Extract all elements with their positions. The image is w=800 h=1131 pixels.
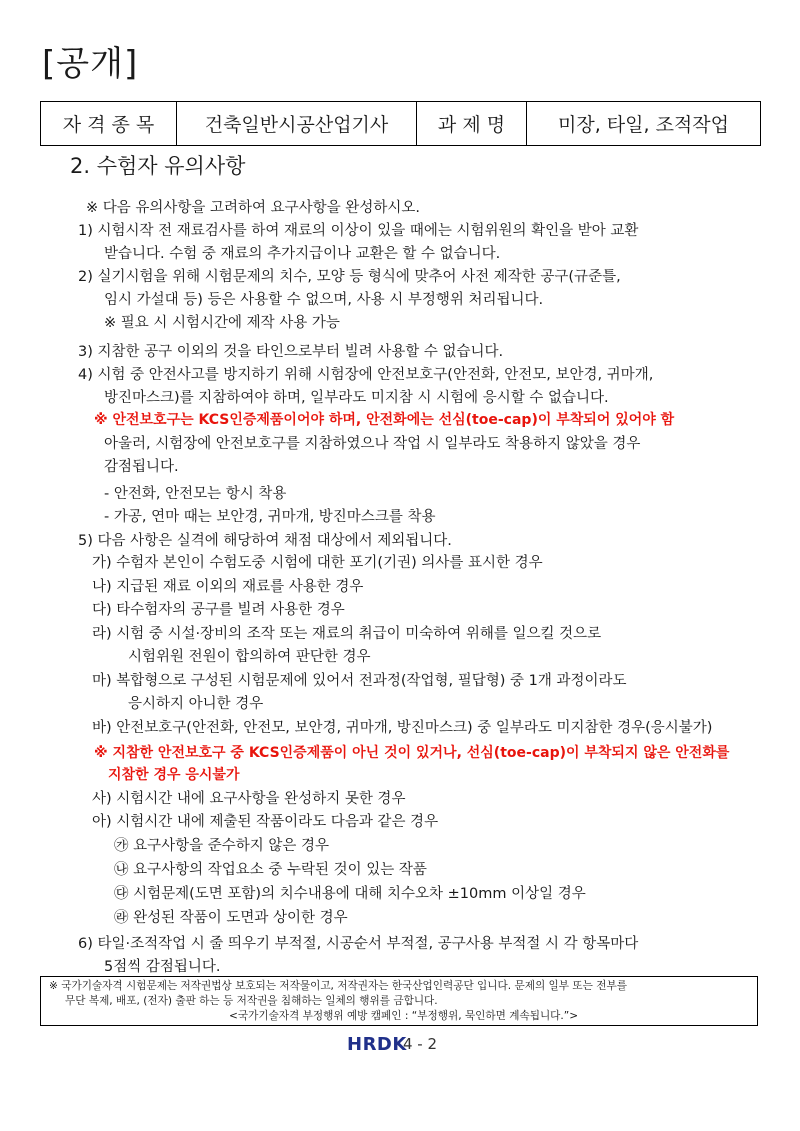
note-line: 지참한 경우 응시불가	[108, 767, 240, 783]
note-line: 나) 지급된 재료 이외의 재료를 사용한 경우	[92, 579, 364, 595]
note-line: 마) 복합형으로 구성된 시험문제에 있어서 전과정(작업형, 필답형) 중 1개 과정이라도	[92, 673, 627, 689]
note-line: - 안전화, 안전모는 항시 착용	[104, 486, 287, 502]
public-badge: [공개]	[42, 44, 139, 84]
task-label: 과 제 명	[417, 102, 527, 146]
note-line: 바) 안전보호구(안전화, 안전모, 보안경, 귀마개, 방진마스크) 중 일부라도 미지참한 경우(응시불가)	[92, 720, 713, 736]
note-line: 가) 수험자 본인이 수험도중 시험에 대한 포기(기권) 의사를 표시한 경우	[92, 555, 543, 571]
note-line: ※ 필요 시 시험시간에 제작 사용 가능	[104, 315, 340, 331]
note-line: 5) 다음 사항은 실격에 해당하여 채점 대상에서 제외됩니다.	[78, 533, 452, 549]
note-line: ※ 안전보호구는 KCS인증제품이어야 하며, 안전화에는 선심(toe-cap)이 부착되어 있어야 함	[94, 412, 675, 428]
note-line: 다) 타수험자의 공구를 빌려 사용한 경우	[92, 602, 345, 618]
note-line: ※ 지참한 안전보호구 중 KCS인증제품이 아닌 것이 있거나, 선심(toe-cap)이 부착되지 않은 안전화를	[94, 745, 730, 761]
copyright-notice	[40, 976, 758, 1026]
note-line: 방진마스크)를 지참하여야 하며, 일부라도 미지참 시 시험에 응시할 수 없습니다.	[104, 390, 609, 406]
note-line: 임시 가설대 등) 등은 사용할 수 없으며, 사용 시 부정행위 처리됩니다.	[104, 292, 544, 308]
note-line: 아울러, 시험장에 안전보호구를 지참하였으나 작업 시 일부라도 착용하지 않았을 경우	[104, 436, 641, 452]
note-line: ㉯ 요구사항의 작업요소 중 누락된 것이 있는 작품	[114, 862, 427, 878]
note-line: 2) 실기시험을 위해 시험문제의 치수, 모양 등 형식에 맞추어 사전 제작한 공구(규준틀,	[78, 269, 621, 285]
hrdk-logo: HRDK	[347, 1034, 407, 1055]
copyright-line-2: 무단 복제, 배포, (전자) 출판 하는 등 저작권을 침해하는 일체의 행위를 금합니다.	[65, 995, 438, 1007]
note-line: - 가공, 연마 때는 보안경, 귀마개, 방진마스크를 착용	[104, 509, 436, 525]
note-line: 시험위원 전원이 합의하여 판단한 경우	[128, 649, 371, 665]
note-line: 5점씩 감점됩니다.	[104, 959, 221, 975]
note-line: 1) 시험시작 전 재료검사를 하여 재료의 이상이 있을 때에는 시험위원의 확인을 받아 교환	[78, 223, 639, 239]
note-line: 아) 시험시간 내에 제출된 작품이라도 다음과 같은 경우	[92, 814, 439, 830]
note-line: 받습니다. 수험 중 재료의 추가지급이나 교환은 할 수 없습니다.	[104, 246, 501, 262]
note-line: 응시하지 아니한 경우	[128, 696, 264, 712]
copyright-line-1: ※ 국가기술자격 시험문제는 저작권법상 보호되는 저작물이고, 저작권자는 한국산업인력공단 입니다. 문제의 일부 또는 전부를	[49, 980, 627, 992]
note-line: ㉮ 요구사항을 준수하지 않은 경우	[114, 838, 330, 854]
page-number: 4 - 2	[403, 1035, 438, 1053]
note-line: 6) 타일·조적작업 시 줄 띄우기 부적절, 시공순서 부적절, 공구사용 부적절 시 각 항목마다	[78, 936, 639, 952]
campaign-line: <국가기술자격 부정행위 예방 캠페인 : “부정행위, 묵인하면 계속됩니다.”>	[229, 1010, 579, 1022]
section-title: 2. 수험자 유의사항	[70, 154, 246, 178]
task-value: 미장, 타일, 조적작업	[527, 102, 761, 146]
note-line: ㉰ 시험문제(도면 포함)의 치수내용에 대해 치수오차 ±10mm 이상일 경우	[114, 886, 586, 902]
header-table	[40, 101, 761, 146]
note-line: ㉱ 완성된 작품이 도면과 상이한 경우	[114, 910, 348, 926]
note-line: 라) 시험 중 시설·장비의 조작 또는 재료의 취급이 미숙하여 위해를 일으킬 것으로	[92, 626, 602, 642]
note-line: 감점됩니다.	[104, 459, 179, 475]
note-line: 4) 시험 중 안전사고를 방지하기 위해 시험장에 안전보호구(안전화, 안전모, 보안경, 귀마개,	[78, 367, 654, 383]
note-line: 사) 시험시간 내에 요구사항을 완성하지 못한 경우	[92, 791, 406, 807]
note-line: 3) 지참한 공구 이외의 것을 타인으로부터 빌려 사용할 수 없습니다.	[78, 344, 504, 360]
note-line: ※ 다음 유의사항을 고려하여 요구사항을 완성하시오.	[86, 200, 420, 216]
qualification-value: 건축일반시공산업기사	[177, 102, 417, 146]
qualification-label: 자 격 종 목	[41, 102, 177, 146]
